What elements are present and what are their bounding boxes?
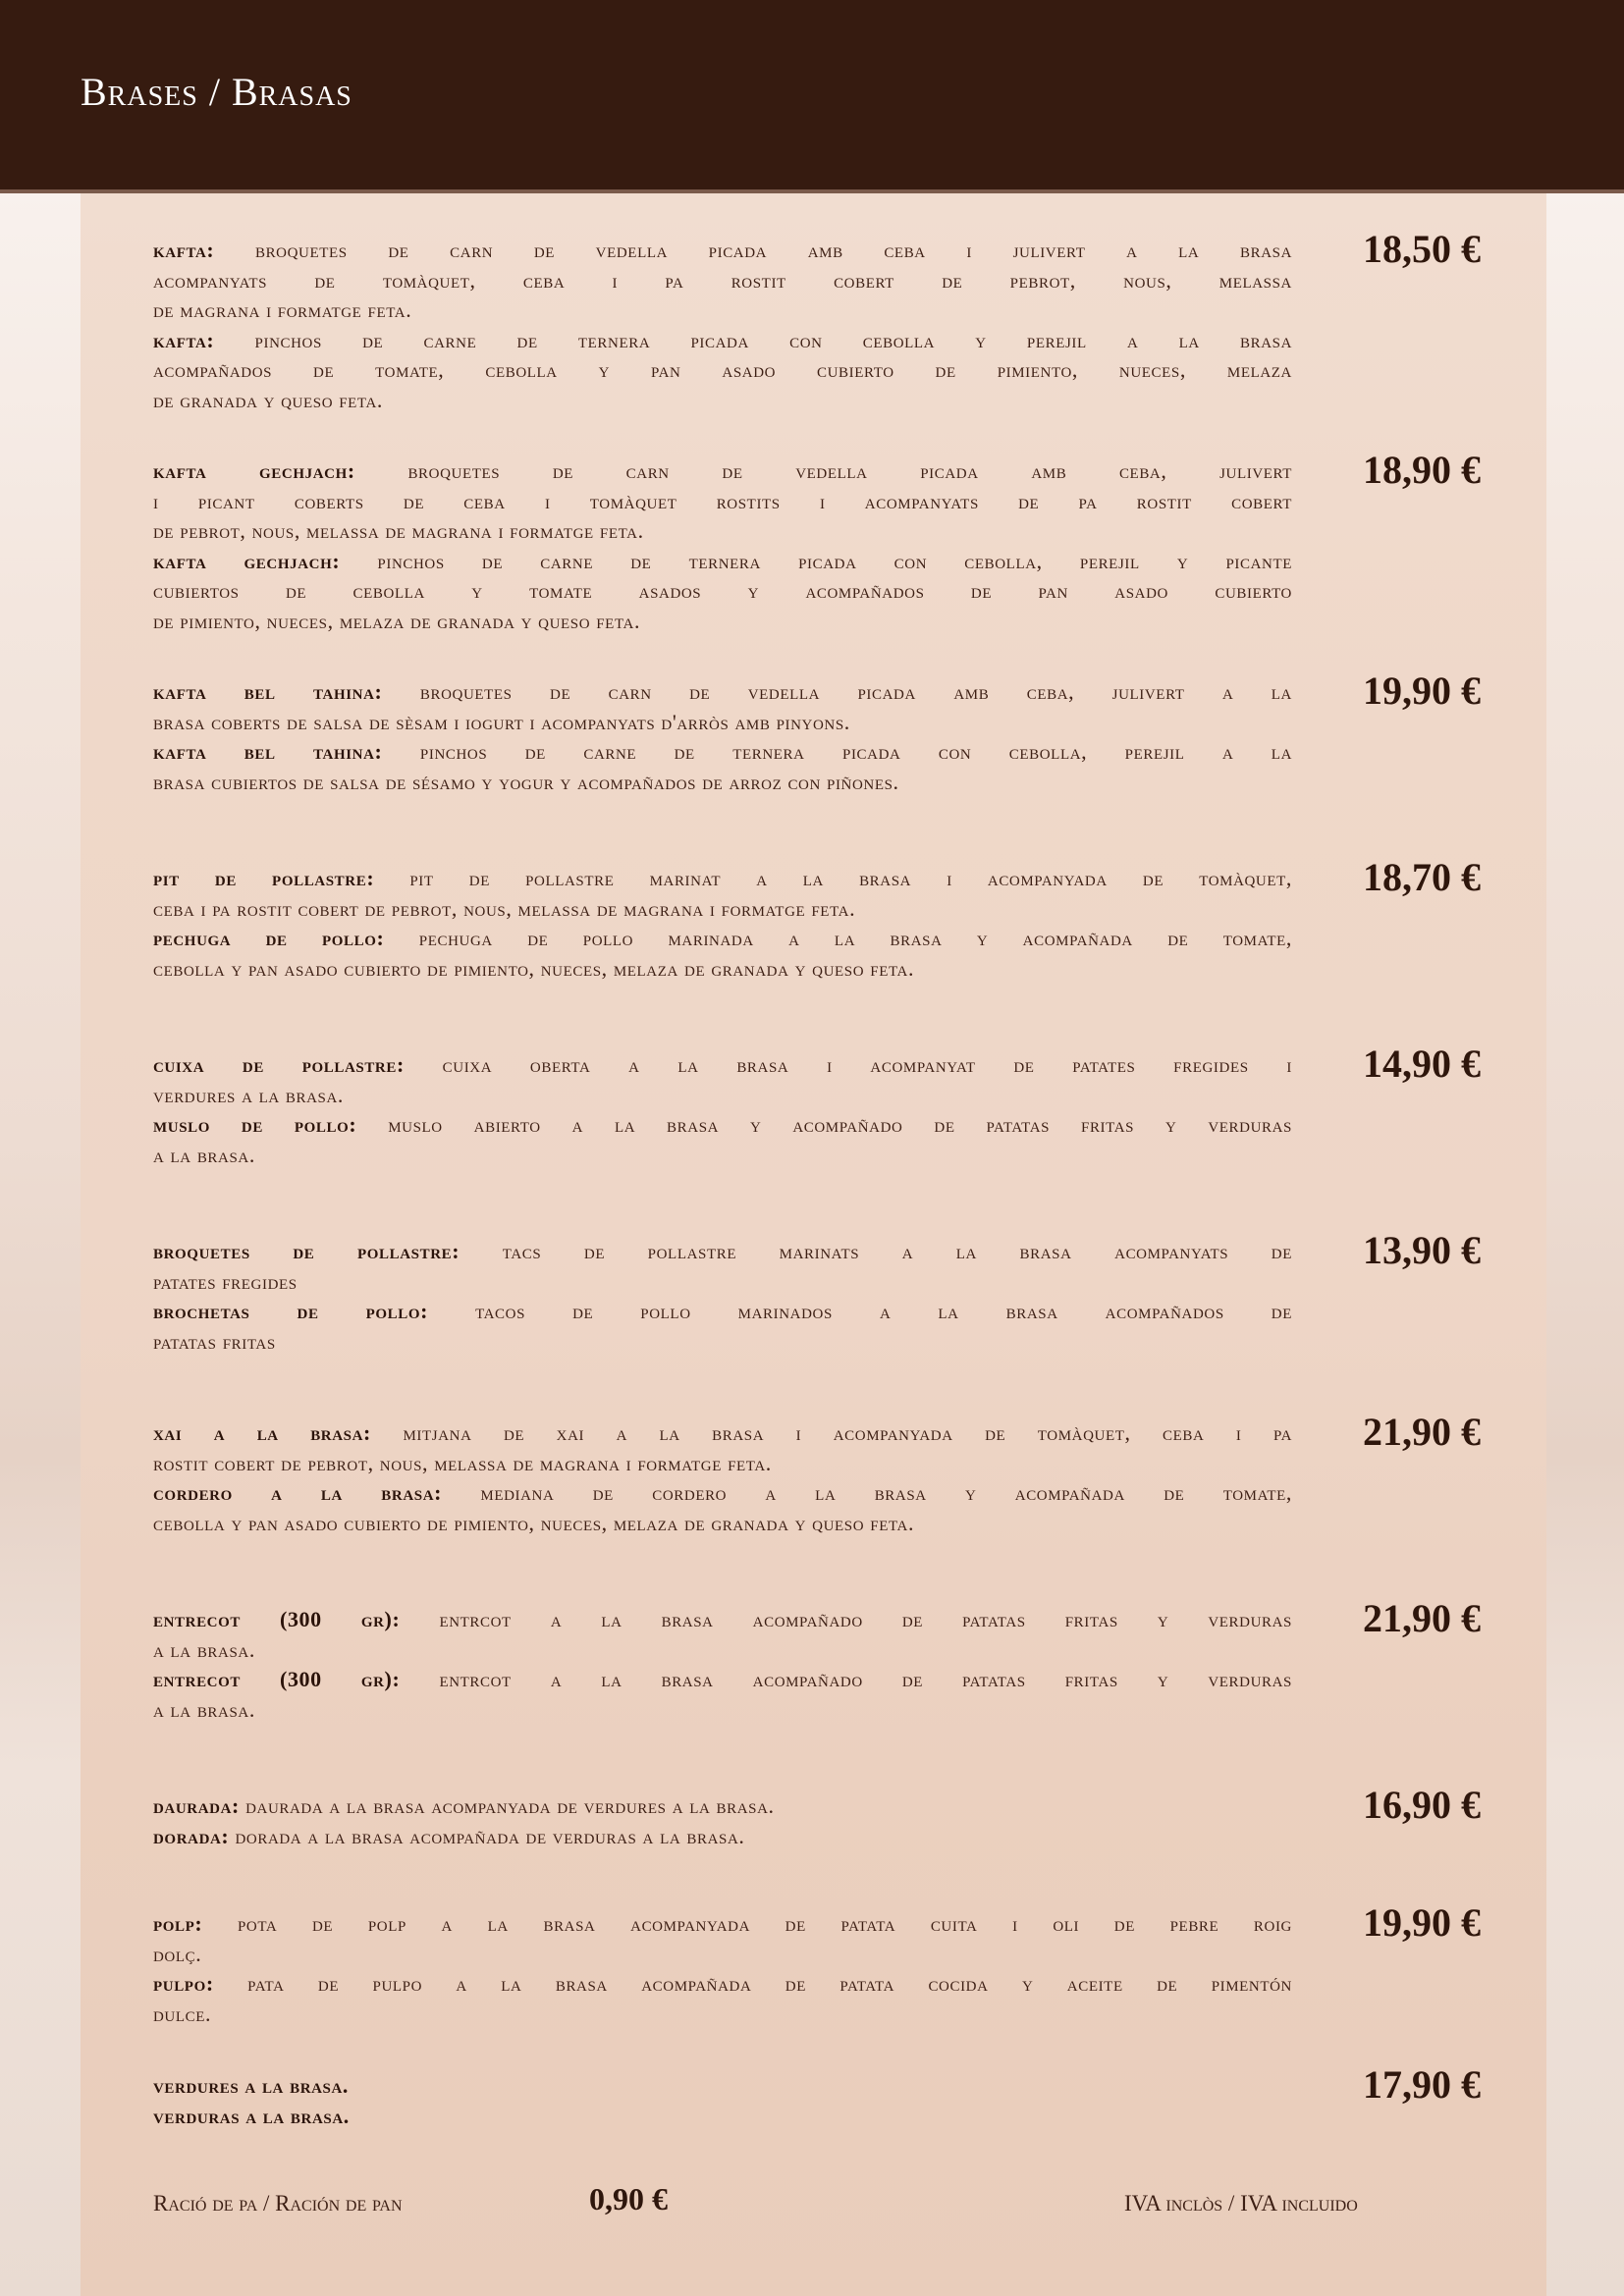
spanish-description-line xyxy=(153,1478,1292,1509)
catalan-description-line xyxy=(153,1605,1292,1635)
item-price: 14,90 € xyxy=(1363,1041,1481,1086)
catalan-dish-name: entrecot (300 gr): xyxy=(153,1607,401,1631)
catalan-description-line xyxy=(153,1267,1292,1298)
catalan-description-text: acompanyats de tomàquet, ceba i pa rostit cobert de pebrot, nous, melassa xyxy=(153,267,1292,293)
catalan-dish-name: cuixa de pollastre: xyxy=(153,1052,405,1077)
catalan-description-line xyxy=(153,677,1292,708)
spanish-description-line xyxy=(153,547,1292,577)
spanish-description-text: a la brasa. xyxy=(153,1142,255,1167)
catalan-description-text: broquetes de carn de vedella picada amb ceba, julivert a la xyxy=(419,679,1292,704)
spanish-description-text: brasa cubiertos de salsa de sésamo y yogur y acompañados de arroz con piñones. xyxy=(153,769,899,794)
catalan-description-text: brasa coberts de salsa de sèsam i iogurt i acompanyats d'arròs amb pinyons. xyxy=(153,709,850,734)
spanish-description-line xyxy=(153,1665,1292,1695)
catalan-dish-name: daurada: xyxy=(153,1793,240,1818)
catalan-description-line xyxy=(153,1909,1292,1940)
catalan-description-line xyxy=(153,1418,1292,1449)
menu-item xyxy=(153,1909,1292,2029)
spanish-dish-name: pulpo: xyxy=(153,1971,214,1996)
catalan-description-line xyxy=(153,1050,1292,1081)
catalan-dish-name: pit de pollastre: xyxy=(153,866,375,890)
spanish-description-line xyxy=(153,954,1292,985)
spanish-description-line xyxy=(153,607,1292,637)
spanish-dish-name: kafta: xyxy=(153,327,215,352)
catalan-description-line xyxy=(153,1081,1292,1111)
catalan-description-line xyxy=(153,295,1292,326)
catalan-description-line xyxy=(153,1791,1292,1822)
spanish-description-text: cebolla y pan asado cubierto de pimiento, nueces, melaza de granada y queso feta. xyxy=(153,955,915,981)
catalan-description-text: dolç. xyxy=(153,1941,202,1966)
catalan-dish-name: xai a la brasa: xyxy=(153,1420,371,1445)
catalan-description-line xyxy=(153,266,1292,296)
spanish-description-line xyxy=(153,1695,1292,1726)
menu-item xyxy=(153,1237,1292,1357)
spanish-description-text: a la brasa. xyxy=(153,1696,255,1722)
item-price: 21,90 € xyxy=(1363,1596,1481,1640)
spanish-description-text: de granada y queso feta. xyxy=(153,387,384,412)
spanish-dish-name: muslo de pollo: xyxy=(153,1112,357,1137)
catalan-description-text: daurada a la brasa acompanyada de verdures a la brasa. xyxy=(245,1793,775,1818)
menu-item xyxy=(153,1791,1292,1851)
spanish-description-line xyxy=(153,737,1292,768)
spanish-description-text: entrcot a la brasa acompañado de patatas fritas y verduras xyxy=(439,1667,1292,1691)
spanish-dish-name: cordero a la brasa: xyxy=(153,1480,443,1505)
spanish-description-line xyxy=(153,1969,1292,2000)
spanish-description-line xyxy=(153,576,1292,607)
spanish-description-text: pinchos de carne de ternera picada con cebolla y perejil a la brasa xyxy=(254,327,1293,352)
catalan-description-text: verdures a la brasa. xyxy=(153,1082,345,1107)
spanish-description-text: dorada a la brasa acompañada de verduras a la brasa. xyxy=(235,1823,745,1848)
catalan-description-text: a la brasa. xyxy=(153,1636,255,1662)
item-price: 18,70 € xyxy=(1363,855,1481,899)
spanish-description-text: cebolla y pan asado cubierto de pimiento, nueces, melaza de granada y queso feta. xyxy=(153,1510,915,1535)
catalan-description-text: broquetes de carn de vedella picada amb ceba, julivert xyxy=(407,458,1292,483)
catalan-description-text: mitjana de xai a la brasa i acompanyada de tomàquet, ceba i pa xyxy=(403,1420,1292,1445)
catalan-description-line xyxy=(153,2071,1292,2102)
menu-item xyxy=(153,677,1292,797)
spanish-description-line xyxy=(153,768,1292,798)
catalan-description-line xyxy=(153,1940,1292,1970)
item-price: 19,90 € xyxy=(1363,668,1481,713)
catalan-description-line xyxy=(153,236,1292,266)
spanish-dish-name: kafta bel tahina: xyxy=(153,739,383,764)
catalan-description-line xyxy=(153,516,1292,547)
catalan-description-line xyxy=(153,1635,1292,1666)
section-title: Brases / Brasas xyxy=(81,70,352,114)
catalan-dish-name: polp: xyxy=(153,1911,203,1936)
spanish-description-text: de pimiento, nueces, melaza de granada y queso feta. xyxy=(153,608,641,633)
catalan-description-line xyxy=(153,456,1292,487)
menu-item xyxy=(153,1605,1292,1725)
catalan-description-text: rostit cobert de pebrot, nous, melassa de magrana i formatge feta. xyxy=(153,1450,772,1475)
spanish-description-line xyxy=(153,326,1292,356)
catalan-description-line xyxy=(153,708,1292,738)
catalan-dish-name: kafta gechjach: xyxy=(153,458,355,483)
catalan-description-text: patates fregides xyxy=(153,1268,298,1294)
bread-portion-price: 0,90 € xyxy=(589,2181,668,2216)
spanish-description-line xyxy=(153,386,1292,416)
catalan-description-text: pota de polp a la brasa acompanyada de patata cuita i oli de pebre roig xyxy=(237,1911,1292,1936)
item-price: 21,90 € xyxy=(1363,1410,1481,1454)
spanish-description-text: muslo abierto a la brasa y acompañado de patatas fritas y verduras xyxy=(388,1112,1292,1137)
menu-item xyxy=(153,456,1292,636)
spanish-description-text: pechuga de pollo marinada a la brasa y acompañada de tomate, xyxy=(418,926,1293,950)
spanish-description-text: pata de pulpo a la brasa acompañada de patata cocida y aceite de pimentón xyxy=(247,1971,1292,1996)
menu-item xyxy=(153,2071,1292,2131)
spanish-dish-name: kafta gechjach: xyxy=(153,548,341,573)
item-price: 18,90 € xyxy=(1363,448,1481,492)
spanish-dish-name: pechuga de pollo: xyxy=(153,926,385,950)
spanish-description-line xyxy=(153,1297,1292,1327)
catalan-description-text: cuixa oberta a la brasa i acompanyat de patates fregides i xyxy=(442,1052,1292,1077)
menu-item xyxy=(153,1418,1292,1538)
catalan-description-text: broquetes de carn de vedella picada amb ceba i julivert a la brasa xyxy=(254,238,1292,262)
catalan-description-text: entrcot a la brasa acompañado de patatas fritas y verduras xyxy=(439,1607,1292,1631)
section-header xyxy=(0,0,1624,193)
spanish-description-line xyxy=(153,1822,1292,1852)
catalan-description-text: ceba i pa rostit cobert de pebrot, nous, melassa de magrana i formatge feta. xyxy=(153,895,856,921)
catalan-description-text: i picant coberts de ceba i tomàquet rostits i acompanyats de pa rostit cobert xyxy=(153,488,1292,513)
catalan-description-line xyxy=(153,1237,1292,1267)
item-price: 18,50 € xyxy=(1363,227,1481,271)
menu-item xyxy=(153,1050,1292,1170)
spanish-description-text: patatas fritas xyxy=(153,1328,276,1354)
menu-item xyxy=(153,864,1292,984)
spanish-description-text: pinchos de carne de ternera picada con cebolla, perejil a la xyxy=(419,739,1293,764)
bread-portion-label: Ració de pa / Ración de pan xyxy=(153,2191,403,2216)
catalan-description-text: de magrana i formatge feta. xyxy=(153,297,412,322)
spanish-description-text: cubiertos de cebolla y tomate asados y acompañados de pan asado cubierto xyxy=(153,578,1292,603)
spanish-description-line xyxy=(153,1509,1292,1539)
spanish-description-line xyxy=(153,1141,1292,1171)
item-price: 13,90 € xyxy=(1363,1228,1481,1272)
spanish-description-line xyxy=(153,355,1292,386)
spanish-description-line xyxy=(153,1110,1292,1141)
catalan-description-line xyxy=(153,864,1292,894)
spanish-description-line xyxy=(153,2102,1292,2132)
catalan-description-text: pit de pollastre marinat a la brasa i acompanyada de tomàquet, xyxy=(409,866,1292,890)
catalan-description-text: de pebrot, nous, melassa de magrana i formatge feta. xyxy=(153,518,644,543)
catalan-description-line xyxy=(153,1449,1292,1479)
spanish-description-text: acompañados de tomate, cebolla y pan asado cubierto de pimiento, nueces, melaza xyxy=(153,357,1292,382)
menu-item xyxy=(153,236,1292,415)
catalan-description-text: tacs de pollastre marinats a la brasa acompanyats de xyxy=(502,1239,1293,1263)
spanish-dish-name: dorada: xyxy=(153,1823,230,1848)
spanish-dish-name: brochetas de pollo: xyxy=(153,1299,429,1323)
spanish-description-text: dulce. xyxy=(153,2001,212,2026)
catalan-dish-name: verdures a la brasa. xyxy=(153,2073,350,2098)
background-photo-right xyxy=(1545,192,1624,2296)
spanish-dish-name: verduras a la brasa. xyxy=(153,2103,350,2128)
catalan-description-line xyxy=(153,894,1292,925)
catalan-dish-name: kafta: xyxy=(153,238,215,262)
item-price: 19,90 € xyxy=(1363,1900,1481,1945)
item-price: 17,90 € xyxy=(1363,2062,1481,2107)
spanish-description-line xyxy=(153,2000,1292,2030)
spanish-description-line xyxy=(153,924,1292,954)
catalan-description-line xyxy=(153,487,1292,517)
catalan-dish-name: broquetes de pollastre: xyxy=(153,1239,460,1263)
item-price: 16,90 € xyxy=(1363,1783,1481,1827)
spanish-description-text: tacos de pollo marinados a la brasa acompañados de xyxy=(475,1299,1292,1323)
background-photo-left xyxy=(0,192,81,2296)
catalan-dish-name: kafta bel tahina: xyxy=(153,679,383,704)
vat-included-note: IVA inclòs / IVA incluido xyxy=(1124,2191,1358,2216)
spanish-description-text: pinchos de carne de ternera picada con cebolla, perejil y picante xyxy=(377,548,1292,573)
spanish-description-line xyxy=(153,1327,1292,1358)
spanish-dish-name: entrecot (300 gr): xyxy=(153,1667,401,1691)
spanish-description-text: mediana de cordero a la brasa y acompañada de tomate, xyxy=(480,1480,1292,1505)
